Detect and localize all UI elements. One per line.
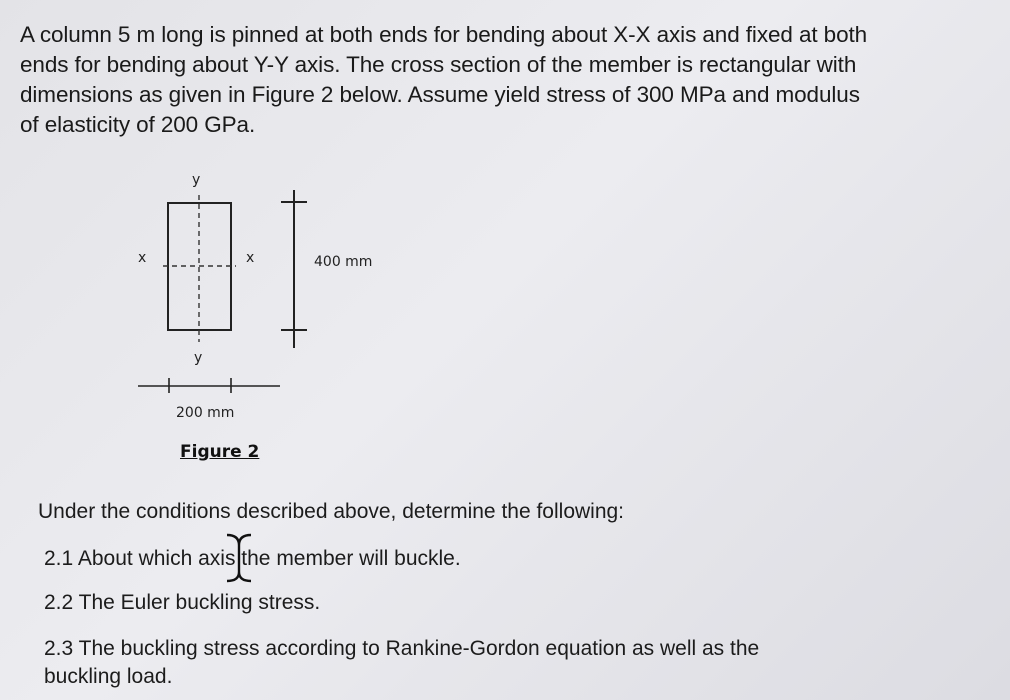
cross-section-rectangle xyxy=(168,203,231,330)
statement-line: dimensions as given in Figure 2 below. Assume yield stress of 300 MPa and modulus xyxy=(20,82,860,107)
axis-label-y-top: y xyxy=(192,172,201,188)
axis-label-y-bottom: y xyxy=(194,350,203,366)
statement-line: A column 5 m long is pinned at both ends for bending about X-X axis and fixed at both xyxy=(20,22,868,47)
question-2-3-line-1: 2.3 The buckling stress according to Rankine-Gordon equation as well as the xyxy=(44,637,760,660)
figure-caption: Figure 2 xyxy=(180,442,260,462)
height-dimension-label: 400 mm xyxy=(314,254,373,270)
question-2-3-line-2: buckling load. xyxy=(44,665,173,688)
width-dimension-label: 200 mm xyxy=(176,405,235,421)
axis-label-x-left: x xyxy=(138,250,147,266)
questions-lead: Under the conditions described above, determine the following: xyxy=(38,500,625,523)
question-2-1: 2.1 About which axis the member will buckle. xyxy=(44,547,461,570)
axis-label-x-right: x xyxy=(246,250,255,266)
text-cursor-icon xyxy=(222,532,256,584)
statement-line: of elasticity of 200 GPa. xyxy=(20,112,256,137)
question-2-2: 2.2 The Euler buckling stress. xyxy=(44,591,321,614)
problem-statement xyxy=(20,20,980,140)
statement-line: ends for bending about Y-Y axis. The cross section of the member is rectangular with xyxy=(20,52,857,77)
